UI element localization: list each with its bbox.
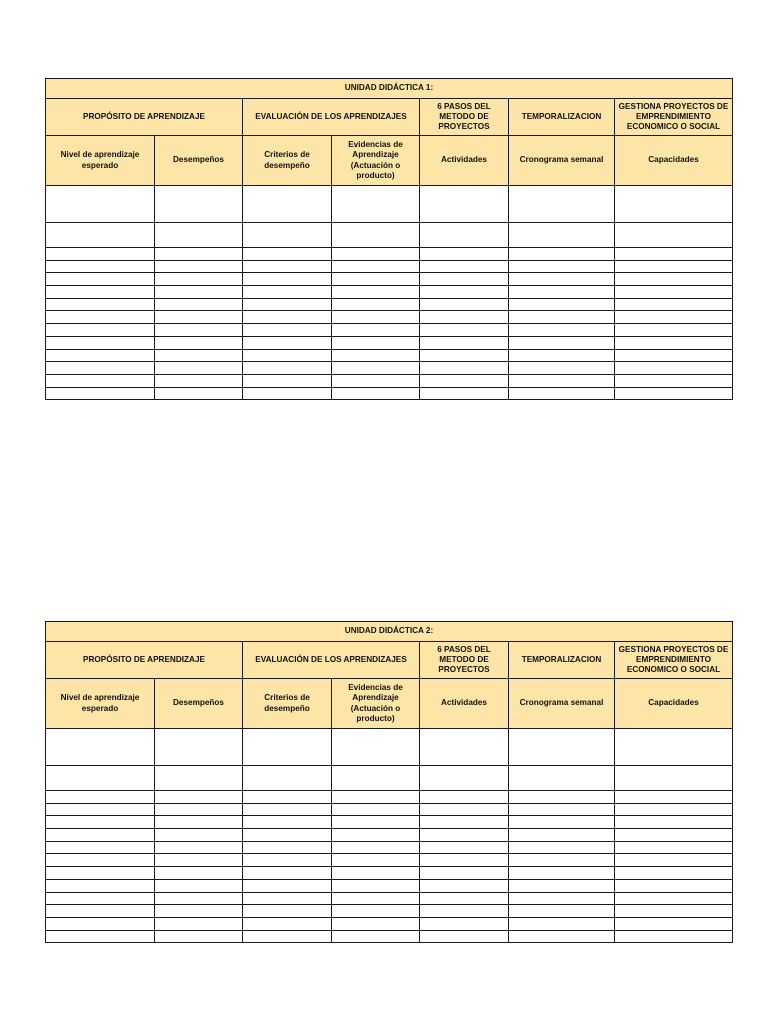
table-cell [509,791,615,804]
table-cell [332,766,420,791]
table-cell [509,766,615,791]
table-cell [155,311,243,324]
table-cell [332,879,420,892]
table-cell [332,829,420,842]
table-cell [155,766,243,791]
table-row [46,186,733,223]
table-cell [155,324,243,337]
table-body [46,729,733,943]
table-cell [615,248,733,261]
table-cell [509,892,615,905]
column-header: Nivel de aprendizaje esperado [46,136,155,186]
table-cell [615,905,733,918]
table-cell [243,186,332,223]
table-cell [420,223,509,248]
column-header: Desempeños [155,679,243,729]
table-cell [243,930,332,943]
table-cell [615,816,733,829]
table-cell [46,374,155,387]
table-cell [46,273,155,286]
table-row [46,930,733,943]
table-row [46,349,733,362]
table-row [46,791,733,804]
table-cell [420,803,509,816]
column-header: Desempeños [155,136,243,186]
table-cell [615,336,733,349]
table-cell [509,260,615,273]
table-cell [509,362,615,375]
table-cell [46,248,155,261]
table-cell [243,816,332,829]
table-cell [155,374,243,387]
group-header-temporalizacion: TEMPORALIZACION [509,642,615,679]
table-cell [46,816,155,829]
table-row [46,311,733,324]
table-cell [420,186,509,223]
table-cell [46,766,155,791]
table-cell [509,829,615,842]
table-cell [615,930,733,943]
table-cell [420,311,509,324]
table-cell [615,349,733,362]
table-cell [332,917,420,930]
table-cell [155,248,243,261]
table-cell [243,324,332,337]
unit-title: UNIDAD DIDÁCTICA 2: [46,622,733,642]
table-row [46,298,733,311]
table-row [46,729,733,766]
table-row [46,336,733,349]
table-row [46,362,733,375]
table-cell [332,803,420,816]
table-cell [615,854,733,867]
table-cell [46,867,155,880]
table-cell [46,336,155,349]
table-cell [155,336,243,349]
table-cell [46,854,155,867]
table-cell [509,867,615,880]
table-cell [46,729,155,766]
table-cell [243,905,332,918]
table-row [46,816,733,829]
table-cell [615,260,733,273]
table-cell [155,729,243,766]
table-row [46,829,733,842]
table-row [46,867,733,880]
column-header: Capacidades [615,136,733,186]
table-cell [420,867,509,880]
table-cell [243,311,332,324]
table-cell [243,867,332,880]
table-cell [332,362,420,375]
table-cell [420,917,509,930]
table-cell [46,223,155,248]
table-cell [509,841,615,854]
table-cell [615,803,733,816]
table-cell [243,829,332,842]
table-cell [332,892,420,905]
group-header-pasos: 6 PASOS DEL METODO DE PROYECTOS [420,99,509,136]
table-row [46,905,733,918]
table-cell [420,816,509,829]
table-cell [420,336,509,349]
table-cell [420,324,509,337]
table-cell [243,917,332,930]
table-cell [46,298,155,311]
table-cell [155,892,243,905]
table-cell [155,273,243,286]
table-cell [509,879,615,892]
table-cell [509,248,615,261]
table-cell [46,324,155,337]
table-cell [332,311,420,324]
table-row [46,324,733,337]
table-cell [332,248,420,261]
group-header-gestiona: GESTIONA PROYECTOS DE EMPRENDIMIENTO ECONOMICO O SOCIAL [615,99,733,136]
table-cell [615,298,733,311]
table-cell [46,803,155,816]
column-header: Actividades [420,136,509,186]
table-cell [420,905,509,918]
table-cell [332,336,420,349]
table-cell [420,374,509,387]
table-cell [615,223,733,248]
table-cell [155,791,243,804]
table-cell [243,248,332,261]
group-header-proposito: PROPÓSITO DE APRENDIZAJE [46,642,243,679]
table-cell [615,917,733,930]
table-cell [46,362,155,375]
table-row [46,854,733,867]
table-body [46,186,733,400]
table-cell [155,362,243,375]
table-cell [243,336,332,349]
table-cell [509,803,615,816]
table-cell [420,273,509,286]
table-cell [46,841,155,854]
table-cell [420,362,509,375]
table-cell [615,273,733,286]
table-cell [155,298,243,311]
table-cell [46,260,155,273]
table-cell [509,286,615,299]
table-cell [332,273,420,286]
table-cell [155,387,243,400]
table-row [46,286,733,299]
group-header-evaluacion: EVALUACIÓN DE LOS APRENDIZAJES [243,99,420,136]
table-cell [332,930,420,943]
table-cell [509,336,615,349]
table-cell [615,867,733,880]
table-cell [615,324,733,337]
table-cell [509,729,615,766]
table-cell [155,867,243,880]
table-cell [332,841,420,854]
table-cell [243,729,332,766]
table-cell [509,186,615,223]
group-header-temporalizacion: TEMPORALIZACION [509,99,615,136]
group-header-proposito: PROPÓSITO DE APRENDIZAJE [46,99,243,136]
table-cell [509,273,615,286]
table-cell [509,223,615,248]
table-cell [332,791,420,804]
table-cell [243,766,332,791]
table-cell [332,298,420,311]
table-cell [243,791,332,804]
table-cell [420,791,509,804]
column-header: Criterios de desempeño [243,679,332,729]
table-cell [332,854,420,867]
table-cell [420,892,509,905]
table-row [46,803,733,816]
table-cell [615,387,733,400]
table-cell [243,362,332,375]
table-cell [420,387,509,400]
table-cell [243,349,332,362]
table-cell [420,829,509,842]
table-cell [243,854,332,867]
table-cell [332,223,420,248]
group-header-gestiona: GESTIONA PROYECTOS DE EMPRENDIMIENTO ECONOMICO O SOCIAL [615,642,733,679]
table-cell [155,349,243,362]
column-header: Criterios de desempeño [243,136,332,186]
column-header: Cronograma semanal [509,679,615,729]
unit-title: UNIDAD DIDÁCTICA 1: [46,79,733,99]
table-cell [615,311,733,324]
column-header: Capacidades [615,679,733,729]
table-cell [420,841,509,854]
table-cell [46,791,155,804]
table-cell [332,349,420,362]
table-cell [332,816,420,829]
table-cell [509,816,615,829]
table-cell [332,324,420,337]
table-cell [420,854,509,867]
table-row [46,223,733,248]
table-cell [46,905,155,918]
table-cell [332,286,420,299]
table-cell [509,930,615,943]
column-header: Nivel de aprendizaje esperado [46,679,155,729]
table-cell [509,917,615,930]
table-row [46,841,733,854]
table-cell [155,905,243,918]
table-cell [243,374,332,387]
table-row [46,374,733,387]
table-cell [46,286,155,299]
unit-table-2 [45,621,733,943]
group-header-pasos: 6 PASOS DEL METODO DE PROYECTOS [420,642,509,679]
table-cell [243,841,332,854]
table-cell [615,286,733,299]
table-cell [46,917,155,930]
table-cell [155,917,243,930]
table-cell [509,905,615,918]
table-cell [46,829,155,842]
table-cell [155,879,243,892]
table-cell [615,829,733,842]
table-cell [155,223,243,248]
table-cell [420,298,509,311]
table-cell [46,387,155,400]
table-cell [46,311,155,324]
table-cell [46,892,155,905]
column-header: Cronograma semanal [509,136,615,186]
table-cell [332,905,420,918]
column-header: Evidencias de Aprendizaje (Actuación o producto) [332,136,420,186]
column-header: Evidencias de Aprendizaje (Actuación o producto) [332,679,420,729]
table-cell [46,186,155,223]
table-cell [615,791,733,804]
table-cell [509,311,615,324]
table-cell [243,803,332,816]
table-cell [420,349,509,362]
table-cell [155,286,243,299]
table-cell [155,816,243,829]
table-cell [509,387,615,400]
table-cell [243,892,332,905]
table-cell [332,374,420,387]
table-cell [243,223,332,248]
table-cell [243,286,332,299]
table-cell [615,186,733,223]
table-row [46,273,733,286]
table-cell [243,387,332,400]
table-row [46,766,733,791]
table-cell [155,260,243,273]
group-header-evaluacion: EVALUACIÓN DE LOS APRENDIZAJES [243,642,420,679]
table-cell [420,930,509,943]
table-row [46,917,733,930]
table-row [46,248,733,261]
table-cell [420,260,509,273]
table-cell [615,841,733,854]
table-cell [332,867,420,880]
table-cell [615,729,733,766]
table-cell [615,892,733,905]
table-cell [46,930,155,943]
table-cell [615,374,733,387]
table-cell [420,879,509,892]
table-row [46,879,733,892]
table-cell [615,879,733,892]
table-cell [420,286,509,299]
table-cell [155,841,243,854]
table-cell [509,374,615,387]
table-cell [155,803,243,816]
table-row [46,892,733,905]
table-cell [155,829,243,842]
table-cell [243,298,332,311]
table-cell [243,260,332,273]
table-cell [243,273,332,286]
table-cell [243,879,332,892]
table-cell [509,324,615,337]
table-cell [155,186,243,223]
table-cell [46,879,155,892]
table-cell [332,729,420,766]
table-cell [509,349,615,362]
table-cell [420,729,509,766]
table-cell [509,298,615,311]
table-cell [509,854,615,867]
column-header: Actividades [420,679,509,729]
table-cell [155,854,243,867]
table-cell [420,248,509,261]
table-row [46,260,733,273]
table-cell [615,362,733,375]
unit-table-1 [45,78,733,400]
table-cell [46,349,155,362]
table-cell [332,387,420,400]
table-cell [332,186,420,223]
table-row [46,387,733,400]
table-cell [615,766,733,791]
table-cell [155,930,243,943]
table-cell [332,260,420,273]
table-cell [420,766,509,791]
